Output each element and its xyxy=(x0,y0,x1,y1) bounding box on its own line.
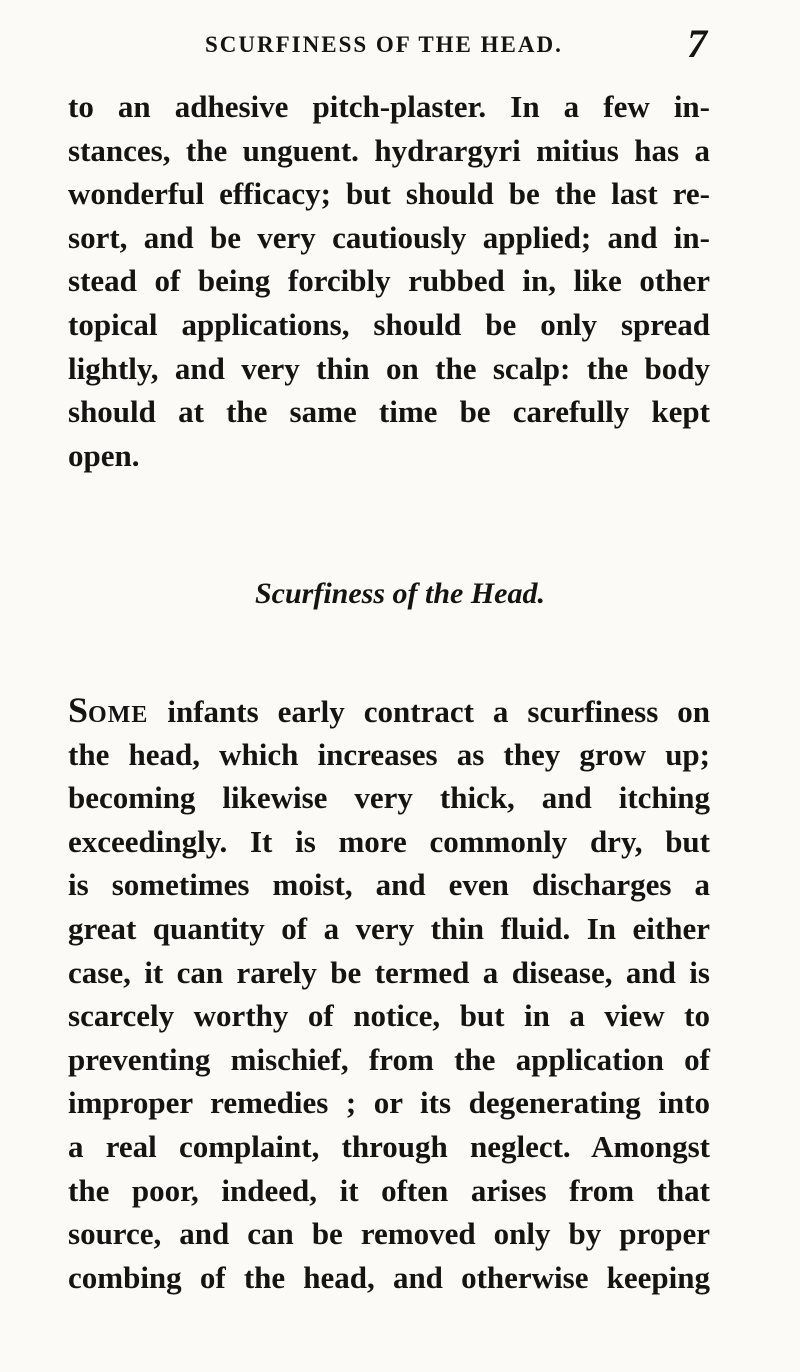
paragraph-continuation xyxy=(68,85,710,477)
text-line: the poor, indeed, it often arises from that xyxy=(68,1172,710,1208)
text-line: is sometimes moist, and even discharges a xyxy=(68,867,710,903)
running-header xyxy=(0,22,800,72)
section-heading: Scurfiness of the Head. xyxy=(254,577,545,610)
text-line: stead of being forcibly rubbed in, like other xyxy=(68,263,710,299)
text-line: case, it can rarely be termed a disease, and is xyxy=(68,954,710,990)
text-line: topical applications, should be only spread xyxy=(68,306,710,342)
text-line: source, and can be removed only by proper xyxy=(68,1216,710,1252)
running-title: SCURFINESS OF THE HEAD. xyxy=(205,32,563,57)
opening-capital: S xyxy=(68,690,89,730)
page-number: 7 xyxy=(687,21,707,66)
text-line: exceedingly. It is more commonly dry, but xyxy=(68,823,710,859)
text-line: should at the same time be carefully kept xyxy=(68,394,710,430)
text-line: wonderful efficacy; but should be the last re- xyxy=(68,176,710,212)
text-line: becoming likewise very thick, and itching xyxy=(68,780,710,816)
text-line: lightly, and very thin on the scalp: the body xyxy=(68,350,710,386)
text-line: to an adhesive pitch-plaster. In a few in- xyxy=(68,89,710,124)
text-line: preventing mischief, from the application of xyxy=(68,1041,710,1077)
text-line: open. xyxy=(68,437,140,473)
text-line: great quantity of a very thin fluid. In either xyxy=(68,910,710,946)
text-line: combing of the head, and otherwise keeping xyxy=(68,1259,710,1295)
text-line: sort, and be very cautiously applied; and in- xyxy=(68,219,710,255)
text-line: the head, which increases as they grow up; xyxy=(68,736,710,772)
text-line: stances, the unguent. hydrargyri mitius has a xyxy=(68,132,710,168)
text-line: improper remedies ; or its degenerating into xyxy=(68,1085,710,1121)
text-line: a real complaint, through neglect. Amongst xyxy=(68,1128,710,1164)
text-line: scarcely worthy of notice, but in a view to xyxy=(68,998,710,1034)
opening-smallcaps: OME xyxy=(88,702,149,728)
text-line-first xyxy=(68,689,710,733)
paragraph-main xyxy=(68,689,710,1299)
first-line-rest: infants early contract a scurfiness on xyxy=(148,694,710,729)
